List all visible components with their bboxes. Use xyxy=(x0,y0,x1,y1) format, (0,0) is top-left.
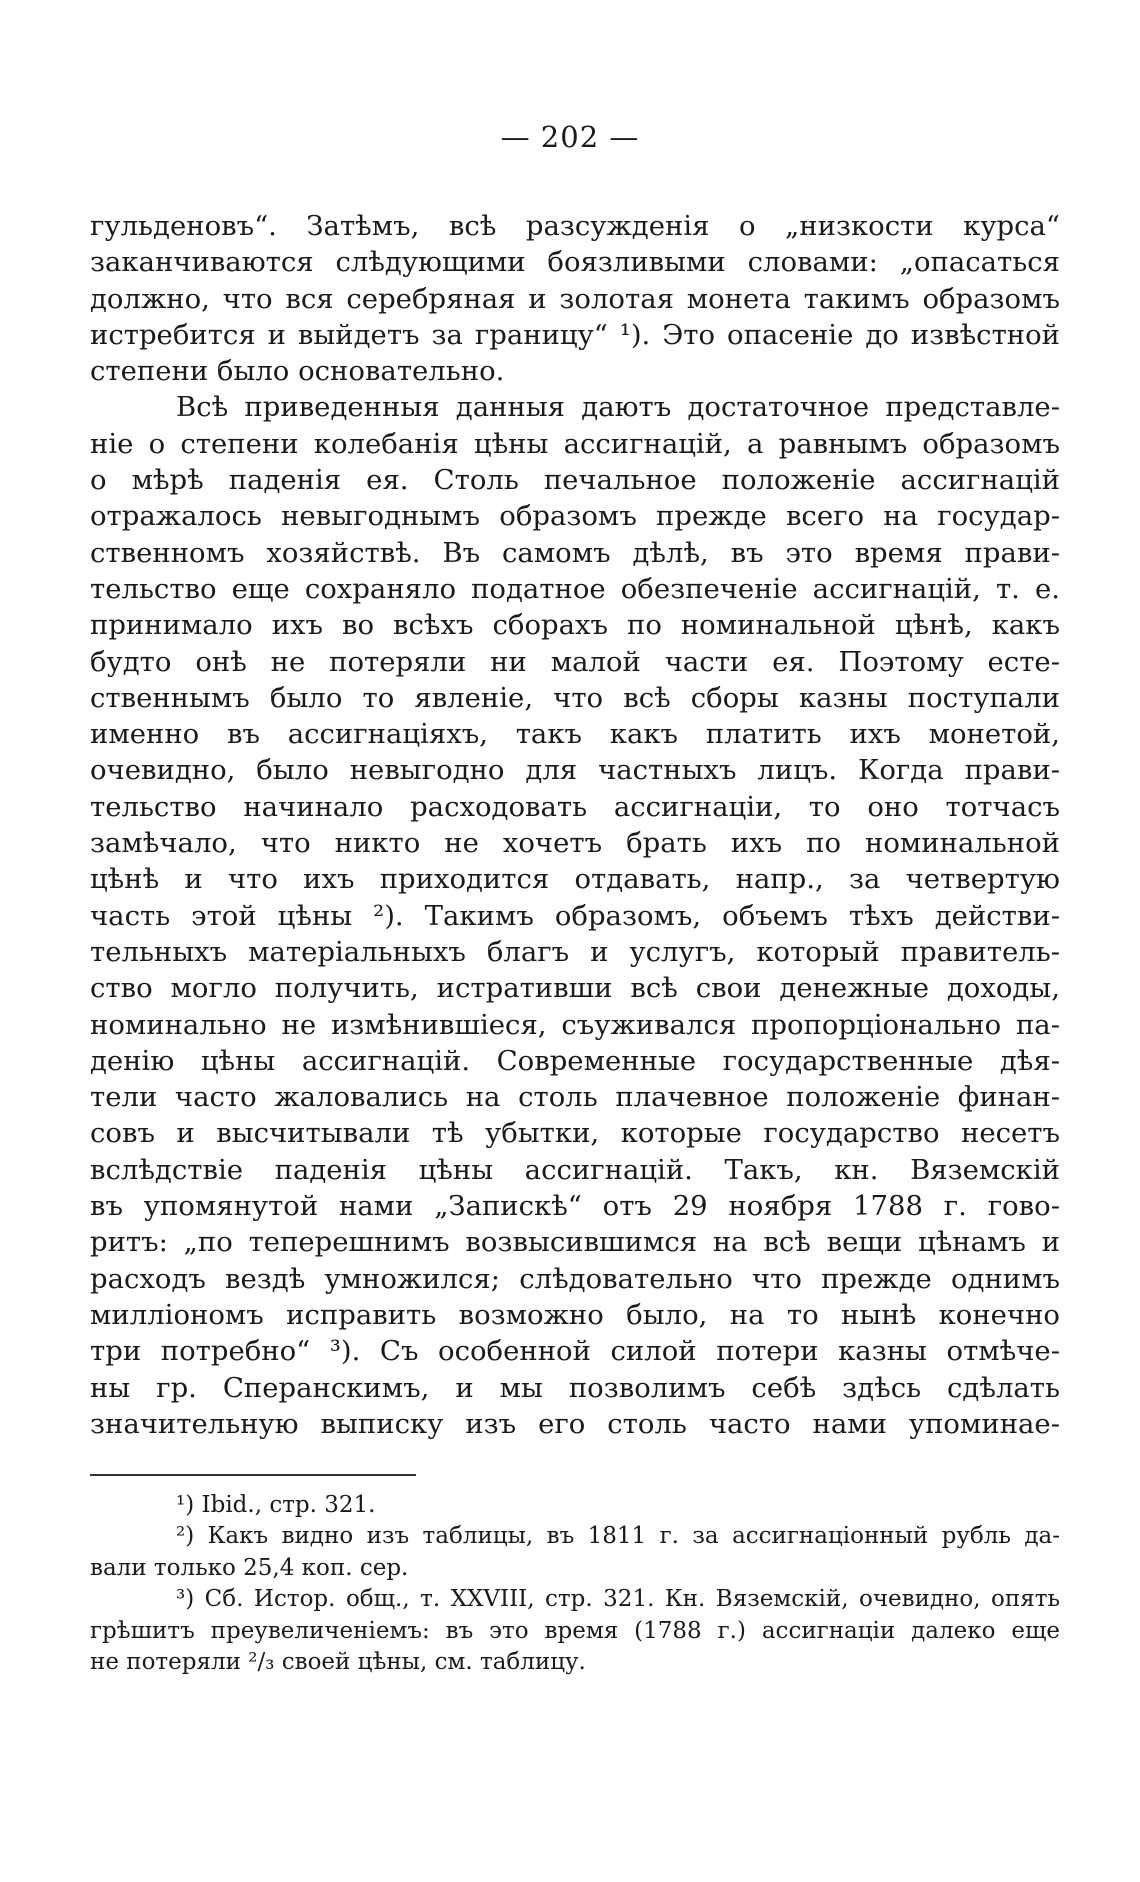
text-line: принимало ихъ во всѣхъ сборахъ по номинальной цѣнѣ, какъ xyxy=(90,609,1060,642)
text-line: степени было основательно. xyxy=(90,355,505,388)
text-line: гульденовъ“. Затѣмъ, всѣ разсужденія о „низкости курса“ xyxy=(90,210,1060,242)
text-line: ны гр. Сперанскимъ, и мы позволимъ себѣ здѣсь сдѣлать xyxy=(90,1371,1060,1404)
text-line: замѣчало, что никто не хочетъ брать ихъ по номинальной xyxy=(90,827,1060,860)
text-line: часть этой цѣны ²). Такимъ образомъ, объемъ тѣхъ действи- xyxy=(90,899,1060,932)
text-line: именно въ ассигнаціяхъ, такъ какъ платить ихъ монетой, xyxy=(90,718,1060,751)
text-line: ственномъ хозяйствѣ. Въ самомъ дѣлѣ, въ это время прави- xyxy=(90,536,1060,569)
text-line: денію цѣны ассигнацій. Современные государственные дѣя- xyxy=(90,1044,1060,1077)
text-line: отражалось невыгоднымъ образомъ прежде всего на государ- xyxy=(90,500,1060,533)
text-line: значительную выписку изъ его столь часто нами упоминае- xyxy=(90,1407,1060,1440)
text-line: цѣнѣ и что ихъ приходится отдавать, напр., за четвертую xyxy=(90,863,1060,896)
footnote-divider xyxy=(90,1474,416,1476)
page-number: — 202 — xyxy=(500,120,640,154)
footnote-line: грѣшитъ преувеличеніемъ: въ это время (1788 г.) ассигнаціи далеко еще xyxy=(90,1617,1060,1644)
main-text xyxy=(90,208,1060,1442)
footnote-line: ²) Какъ видно изъ таблицы, въ 1811 г. за ассигнаціонный рубль да- xyxy=(176,1523,1060,1550)
text-line: вслѣдствіе паденія цѣны ассигнацій. Такъ, кн. Вяземскій xyxy=(90,1153,1060,1186)
text-line: номинально не измѣнившіеся, съуживался пропорціонально па- xyxy=(90,1008,1060,1041)
text-line: тельныхъ матеріальныхъ благъ и услугъ, который правитель- xyxy=(90,935,1060,968)
text-line: тели часто жаловались на столь плачевное положеніе финан- xyxy=(90,1081,1060,1114)
text-line: истребится и выйдетъ за границу“ ¹). Это опасеніе до извѣстной xyxy=(90,318,1060,351)
text-line: тельство начинало расходовать ассигнаціи, то оно тотчасъ xyxy=(90,790,1060,823)
text-line: должно, что вся серебряная и золотая монета такимъ образомъ xyxy=(90,282,1060,315)
footnote-line: не потеряли ²/₃ своей цѣны, см. таблицу. xyxy=(90,1648,586,1675)
text-line: три потребно“ ³). Съ особенной силой потери казны отмѣче- xyxy=(90,1335,1060,1368)
text-line: совъ и высчитывали тѣ убытки, которые государство несетъ xyxy=(90,1117,1060,1150)
footnotes xyxy=(90,1490,1060,1678)
text-line: ритъ: „по теперешнимъ возвысившимся на всѣ вещи цѣнамъ и xyxy=(90,1226,1060,1259)
text-line: заканчиваются слѣдующими боязливыми словами: „опасаться xyxy=(90,246,1060,279)
text-line: ство могло получить, истративши всѣ свои денежные доходы, xyxy=(90,972,1060,1005)
text-line: о мѣрѣ паденія ея. Столь печальное положеніе ассигнацій xyxy=(90,464,1060,497)
text-line: въ упомянутой нами „Запискѣ“ отъ 29 ноября 1788 г. гово- xyxy=(90,1190,1060,1223)
text-line: ніе о степени колебанія цѣны ассигнацій, а равнымъ образомъ xyxy=(90,427,1060,460)
text-line: ственнымъ было то явленіе, что всѣ сборы казны поступали xyxy=(90,681,1060,714)
footnote-line: ¹) Ibid., стр. 321. xyxy=(176,1492,376,1518)
text-line: Всѣ приведенныя данныя даютъ достаточное представле- xyxy=(176,391,1060,424)
text-line: очевидно, было невыгодно для частныхъ лицъ. Когда прави- xyxy=(90,754,1060,787)
text-line: будто онѣ не потеряли ни малой части ея. Поэтому есте- xyxy=(90,645,1060,678)
footnote-line: ³) Сб. Истор. общ., т. XXVIII, стр. 321. Кн. Вяземскій, очевидно, опять xyxy=(176,1586,1060,1613)
text-line: тельство еще сохраняло податное обезпеченіе ассигнацій, т. е. xyxy=(90,572,1060,605)
text-line: милліономъ исправить возможно было, на то нынѣ конечно xyxy=(90,1298,1060,1331)
footnote-line: вали только 25,4 коп. сер. xyxy=(90,1554,409,1581)
text-line: расходъ вездѣ умножился; слѣдовательно что прежде однимъ xyxy=(90,1262,1060,1295)
